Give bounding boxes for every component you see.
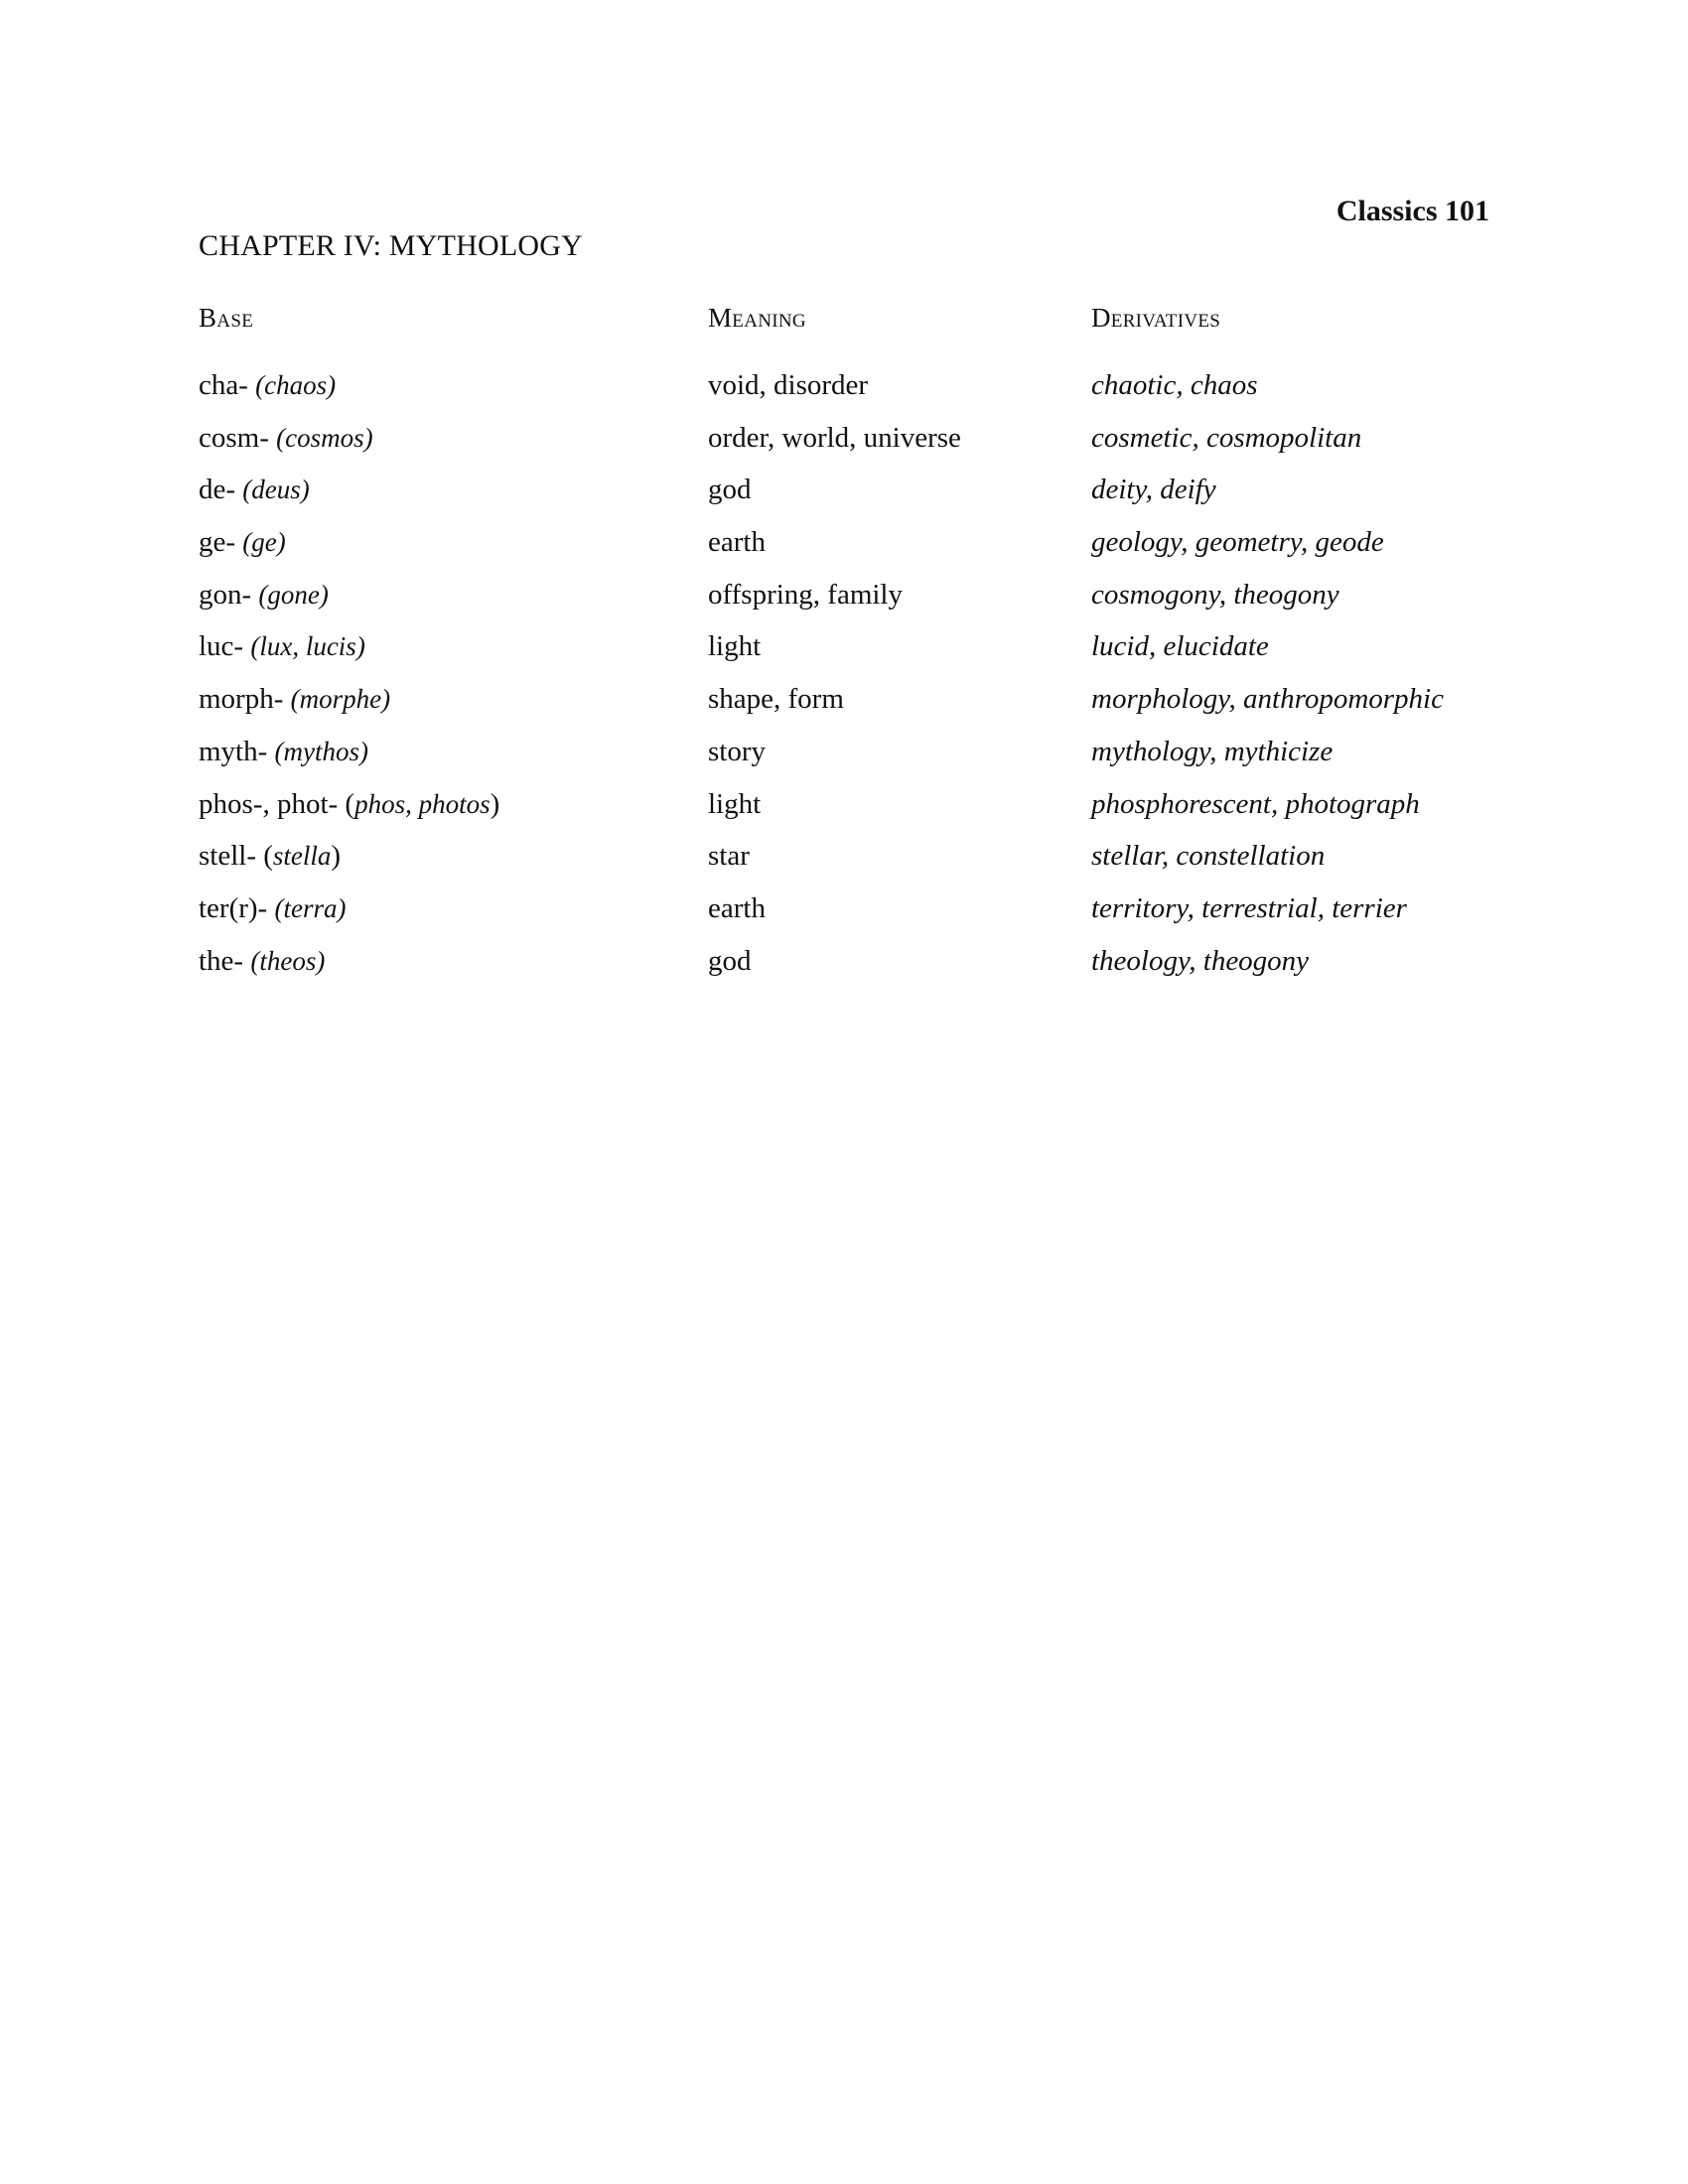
- origin-word: (morphe): [290, 684, 391, 715]
- origin-paren: ): [331, 840, 342, 873]
- origin-word: (lux, lucis): [250, 631, 365, 662]
- base-cell: [199, 422, 373, 455]
- meaning-cell: light: [708, 630, 762, 663]
- origin-word: (gone): [258, 579, 329, 610]
- table-row: [0, 579, 1688, 631]
- meaning-cell: god: [708, 944, 752, 977]
- course-title: Classics 101: [1336, 195, 1489, 227]
- meaning-cell: story: [708, 735, 766, 767]
- meaning-cell: god: [708, 474, 752, 506]
- base-text: the-: [199, 944, 251, 977]
- base-text: de-: [199, 474, 243, 506]
- base-cell: [199, 579, 329, 612]
- derivatives-cell: stellar, constellation: [1091, 840, 1326, 873]
- base-cell: [199, 840, 341, 873]
- column-header-base: Base: [199, 303, 254, 333]
- base-cell: [199, 892, 346, 925]
- column-header-derivatives: Derivatives: [1091, 303, 1221, 333]
- origin-word: stella: [272, 841, 332, 872]
- base-text: luc-: [199, 630, 251, 663]
- base-text: myth-: [199, 735, 275, 767]
- base-cell: [199, 369, 336, 402]
- meaning-cell: light: [708, 787, 762, 820]
- base-text: ter(r)-: [199, 891, 275, 924]
- origin-word: (cosmos): [276, 422, 373, 453]
- meaning-cell: offspring, family: [708, 578, 903, 611]
- base-cell: [199, 788, 499, 821]
- origin-word: (mythos): [274, 736, 369, 766]
- table-row: [0, 683, 1688, 736]
- derivatives-cell: territory, terrestrial, terrier: [1091, 891, 1407, 924]
- base-cell: [199, 683, 390, 716]
- origin-paren: ): [490, 787, 500, 820]
- derivatives-cell: geology, geometry, geode: [1091, 526, 1384, 559]
- base-text: morph-: [199, 683, 291, 716]
- base-cell: [199, 474, 310, 506]
- origin-paren: (: [345, 787, 355, 820]
- derivatives-cell: lucid, elucidate: [1091, 630, 1269, 663]
- table-row: [0, 892, 1688, 945]
- origin-word: (chaos): [255, 370, 337, 400]
- meaning-cell: earth: [708, 891, 766, 924]
- table-row: [0, 736, 1688, 788]
- base-text: gon-: [199, 578, 259, 611]
- derivatives-cell: cosmetic, cosmopolitan: [1091, 421, 1362, 454]
- base-text: cha-: [199, 369, 256, 401]
- derivatives-cell: cosmogony, theogony: [1091, 578, 1339, 611]
- derivatives-cell: mythology, mythicize: [1091, 735, 1334, 767]
- derivatives-cell: deity, deify: [1091, 474, 1216, 506]
- vocabulary-table: [0, 369, 1688, 997]
- column-header-meaning: Meaning: [708, 303, 806, 333]
- table-row: [0, 369, 1688, 422]
- meaning-cell: order, world, universe: [708, 421, 961, 454]
- table-row: [0, 788, 1688, 841]
- base-cell: [199, 630, 365, 663]
- table-row: [0, 840, 1688, 892]
- table-row: [0, 422, 1688, 475]
- origin-word: phos, photos: [354, 788, 491, 819]
- origin-paren: (: [263, 840, 273, 873]
- meaning-cell: earth: [708, 526, 766, 559]
- base-cell: [199, 526, 286, 559]
- meaning-cell: shape, form: [708, 683, 844, 716]
- derivatives-cell: chaotic, chaos: [1091, 369, 1258, 401]
- base-cell: [199, 736, 368, 768]
- table-row: [0, 474, 1688, 526]
- origin-word: (deus): [242, 475, 310, 505]
- base-cell: [199, 945, 325, 978]
- origin-word: (terra): [274, 892, 347, 923]
- origin-word: (theos): [250, 945, 326, 976]
- meaning-cell: star: [708, 840, 750, 873]
- meaning-cell: void, disorder: [708, 369, 869, 401]
- derivatives-cell: morphology, anthropomorphic: [1091, 683, 1444, 716]
- base-text: stell-: [199, 840, 264, 873]
- table-row: [0, 526, 1688, 579]
- base-text: phos-, phot-: [199, 787, 346, 820]
- table-row: [0, 945, 1688, 998]
- derivatives-cell: theology, theogony: [1091, 944, 1310, 977]
- base-text: cosm-: [199, 421, 277, 454]
- derivatives-cell: phosphorescent, photograph: [1091, 787, 1420, 820]
- table-row: [0, 630, 1688, 683]
- origin-word: (ge): [242, 527, 286, 558]
- base-text: ge-: [199, 526, 243, 559]
- chapter-heading: CHAPTER IV: MYTHOLOGY: [199, 229, 583, 262]
